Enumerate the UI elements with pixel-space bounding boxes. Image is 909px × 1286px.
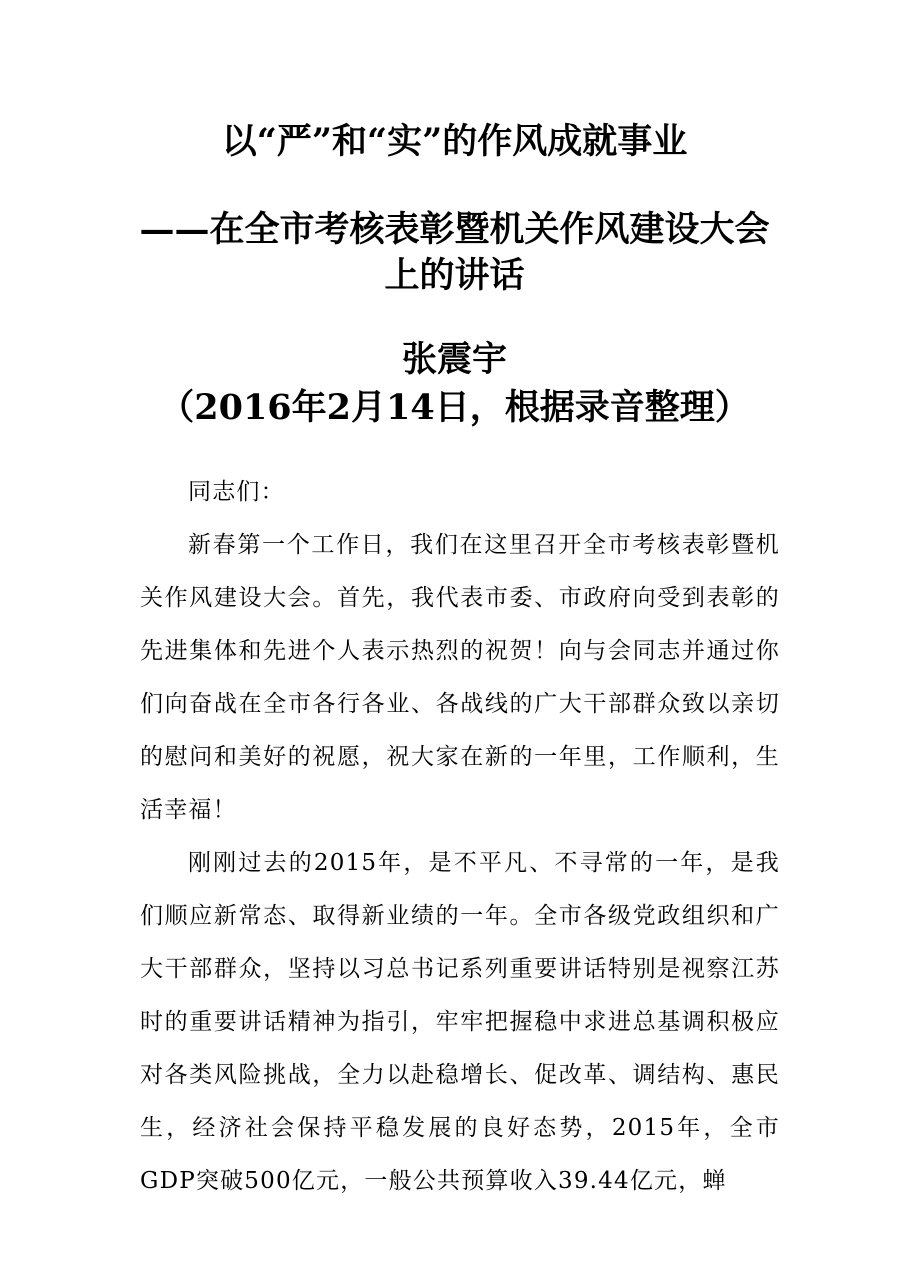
author-name: 张震宇 <box>401 339 507 380</box>
body-paragraph: 新春第一个工作日，我们在这里召开全市考核表彰暨机关作风建设大会。首先，我代表市委、市政府向受到表彰的先进集体和先进个人表示热烈的祝贺！向与会同志并通过你们向奋战在全市各行各业、各战线的广大干部群众致以亲切的慰问和美好的祝愿，祝大家在新的一年里，工作顺利，生活幸福！ <box>140 532 780 823</box>
salutation-paragraph: 同志们： <box>188 479 285 505</box>
subtitle-line-2: 上的讲话 <box>384 255 525 296</box>
body-paragraph: 刚刚过去的2015年，是不平凡、不寻常的一年，是我们顺应新常态、取得新业绩的一年。全市各级党政组织和广大干部群众，坚持以习总书记系列重要讲话特别是视察江苏时的重要讲话精神为指引，牢牢把握稳中求进总基调积极应对各类风险挑战，全力以赴稳增长、促改革、调结构、惠民生，经济社会保持平稳发展的良好态势，2015年，全市GDP突破500亿元，一般公共预算收入39.44亿元，蝉 <box>140 850 780 1194</box>
document-title: 以“严”和“实”的作风成就事业 <box>221 121 688 162</box>
speech-body <box>140 466 780 1208</box>
date-note: （2016年2月14日，根据录音整理） <box>159 387 750 428</box>
subtitle-line-1: ——在全市考核表彰暨机关作风建设大会 <box>139 209 770 250</box>
